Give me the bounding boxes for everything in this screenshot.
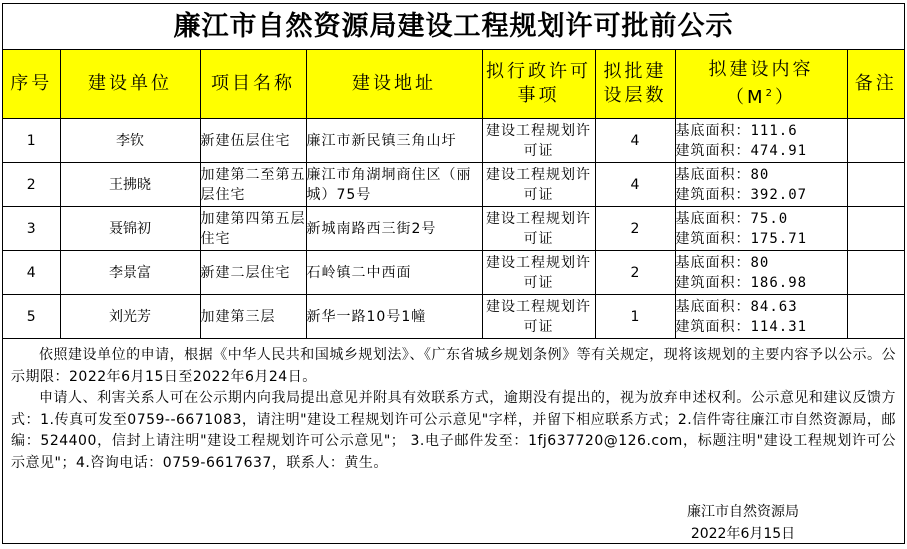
cell-project: 加建第二至第五层住宅 [200, 163, 306, 207]
cell-unit: 李景富 [60, 251, 200, 295]
cell-content [675, 295, 847, 339]
cell-unit: 聂锦初 [60, 207, 200, 251]
header-remark: 备注 [847, 50, 904, 119]
table-row [3, 295, 904, 339]
cell-project: 加建第四第五层住宅 [200, 207, 306, 251]
cell-no: 3 [3, 207, 60, 251]
cell-matter: 建设工程规划许可证 [482, 295, 595, 339]
built-area: 建筑面积：186.98 [675, 274, 808, 291]
header-content-label: 拟建设内容 [708, 59, 814, 80]
header-project: 项目名称 [200, 50, 306, 119]
cell-no: 2 [3, 163, 60, 207]
table-header-row [3, 50, 904, 119]
built-area: 建筑面积：114.31 [675, 318, 808, 335]
header-address: 建设地址 [306, 50, 482, 119]
cell-project: 加建第三层 [200, 295, 306, 339]
cell-remark [847, 207, 904, 251]
cell-address: 廉江市新民镇三角山圩 [306, 119, 482, 163]
cell-remark [847, 119, 904, 163]
built-area: 建筑面积：474.91 [675, 142, 808, 159]
header-floors: 拟批建设层数 [595, 50, 675, 119]
cell-project: 新建二层住宅 [200, 251, 306, 295]
cell-remark [847, 295, 904, 339]
cell-floors: 4 [595, 163, 675, 207]
notice-text [3, 339, 904, 474]
header-no: 序号 [3, 50, 60, 119]
cell-matter: 建设工程规划许可证 [482, 163, 595, 207]
header-matter: 拟行政许可事项 [482, 50, 595, 119]
cell-content [675, 251, 847, 295]
notice-paragraph-feedback: 申请人、利害关系人可在公示期内向我局提出意见并附具有效联系方式，逾期没有提出的，视为放弃申述权利。公示意见和建议反馈方式：1.传真可发至0759--6671083，请注明"建设工程规划许可公示意见"字样，并留下相应联系方式；2.信件寄往廉江市自然资源局，邮编：524400，信封上请注明"建设工程规划许可公示意见"； 3.电子邮件发至：1fj637720@126.com，标题注明"建设工程规划许可公示意见"；4.咨询电话：0759-6617637，联系人：黄生。 [11, 390, 896, 471]
cell-address: 新城南路西三街2号 [306, 207, 482, 251]
cell-content [675, 207, 847, 251]
cell-unit: 王拂晓 [60, 163, 200, 207]
header-unit: 建设单位 [60, 50, 200, 119]
cell-address: 新华一路10号1幢 [306, 295, 482, 339]
signature-org: 廉江市自然资源局 [687, 504, 799, 520]
header-content-unit: $(M^2)$ [726, 87, 796, 108]
cell-project: 新建伍层住宅 [200, 119, 306, 163]
base-area: 基底面积：84.63 [675, 298, 798, 315]
cell-content [675, 119, 847, 163]
table-row [3, 207, 904, 251]
table-row [3, 251, 904, 295]
table-row [3, 119, 904, 163]
base-area: 基底面积：75.0 [675, 210, 789, 227]
notice-paragraph-basis: 依照建设单位的申请，根据《中华人民共和国城乡规划法》、《广东省城乡规划条例》等有关规定，现将该规划的主要内容予以公示。公示期限：2022年6月15日至2022年6月24日。 [11, 347, 896, 385]
cell-matter: 建设工程规划许可证 [482, 207, 595, 251]
cell-floors: 4 [595, 119, 675, 163]
cell-address: 石岭镇二中西面 [306, 251, 482, 295]
base-area: 基底面积：80 [675, 254, 770, 271]
permit-table [3, 50, 904, 339]
cell-no: 5 [3, 295, 60, 339]
built-area: 建筑面积：392.07 [675, 186, 808, 203]
header-content [675, 50, 847, 119]
table-row [3, 163, 904, 207]
notice-sheet [2, 3, 905, 544]
cell-unit: 李钦 [60, 119, 200, 163]
base-area: 基底面积：80 [675, 166, 770, 183]
cell-no: 1 [3, 119, 60, 163]
cell-address: 廉江市角湖垌商住区（丽城）75号 [306, 163, 482, 207]
built-area: 建筑面积：175.71 [675, 230, 808, 247]
cell-no: 4 [3, 251, 60, 295]
signature-date: 2022年6月15日 [690, 526, 796, 542]
cell-remark [847, 163, 904, 207]
cell-floors: 1 [595, 295, 675, 339]
cell-floors: 2 [595, 207, 675, 251]
cell-floors: 2 [595, 251, 675, 295]
cell-remark [847, 251, 904, 295]
base-area: 基底面积：111.6 [675, 122, 798, 139]
cell-matter: 建设工程规划许可证 [482, 119, 595, 163]
cell-unit: 刘光芳 [60, 295, 200, 339]
cell-content [675, 163, 847, 207]
page-title: 廉江市自然资源局建设工程规划许可批前公示 [3, 4, 904, 50]
cell-matter: 建设工程规划许可证 [482, 251, 595, 295]
